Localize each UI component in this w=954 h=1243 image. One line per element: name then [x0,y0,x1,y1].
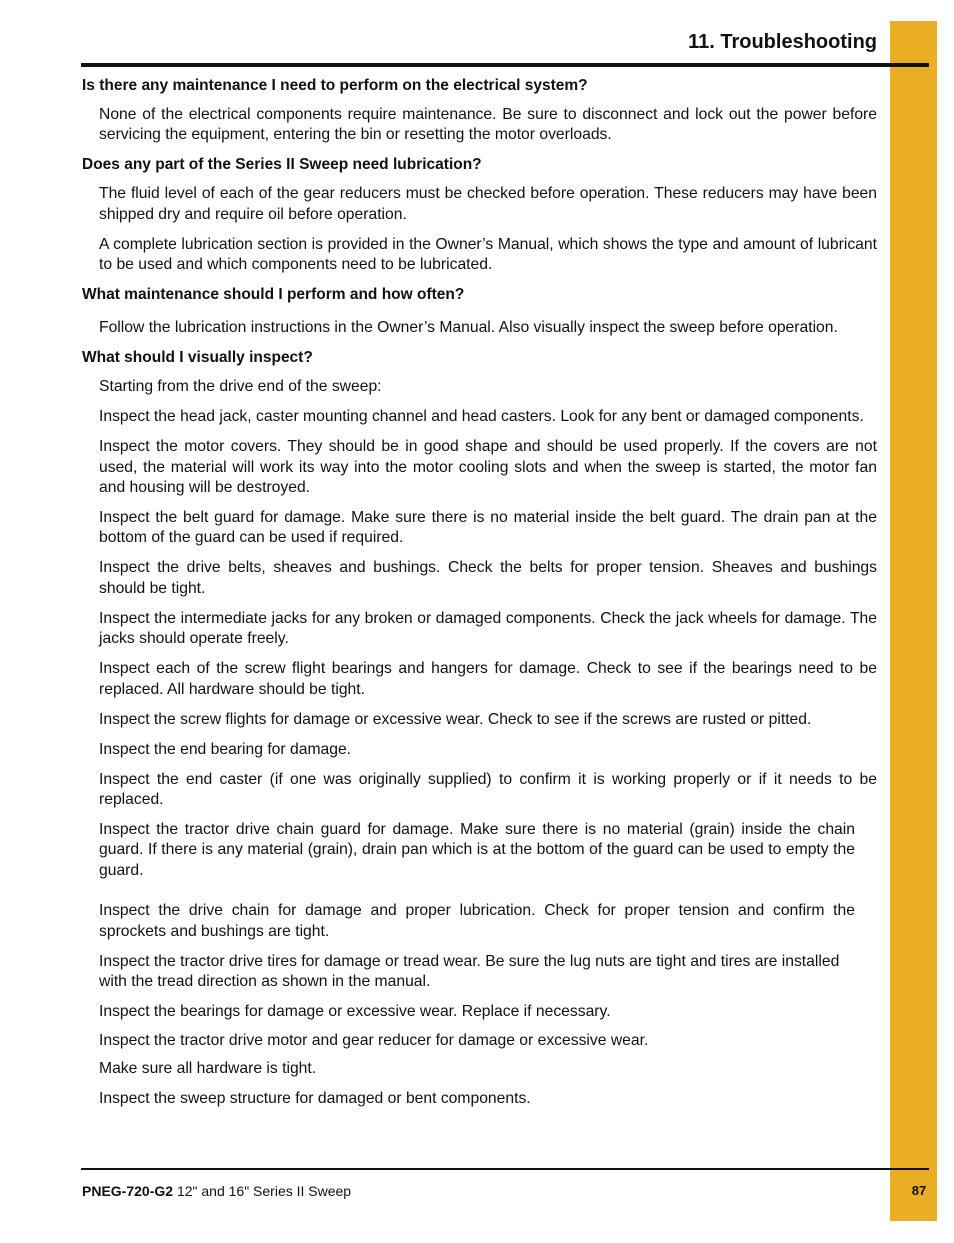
footer-doc-info [82,1183,351,1199]
page-number: 87 [911,1183,927,1198]
faq-answer: The fluid level of each of the gear reducers must be checked before operation. These reducers may have been shipped dry and require oil before operation. [99,185,877,223]
faq-answer: A complete lubrication section is provided in the Owner’s Manual, which shows the type and amount of lubricant to be used and which components need to be lubricated. [99,235,877,274]
faq-answer: Starting from the drive end of the sweep: [99,378,382,396]
faq-section [82,155,877,275]
faq-section [82,285,877,338]
footer-rule [81,1168,929,1170]
page-content [82,76,877,1119]
doc-code: PNEG-720-G2 [82,1183,174,1199]
faq-answer: Inspect the tractor drive tires for damage or tread wear. Be sure the lug nuts are tight and tires are installed with the tread direction as shown in the manual. [99,952,840,991]
faq-answer: Inspect the motor covers. They should be in good shape and should be used properly. If the covers are not used, the material will work its way into the motor cooling slots and when the sweep is started, the motor fan and housing will be destroyed. [99,438,877,497]
faq-answer: Inspect the intermediate jacks for any broken or damaged components. Check the jack wheels for damage. The jacks should operate freely. [99,609,877,648]
faq-answer: Inspect the sweep structure for damaged or bent components. [99,1089,531,1107]
doc-title: 12" and 16" Series II Sweep [176,1183,352,1199]
faq-answer: Make sure all hardware is tight. [99,1059,317,1077]
faq-answer: Inspect the end caster (if one was originally supplied) to confirm it is working properly or if it needs to be replaced. [99,770,877,809]
faq-answer: Inspect the head jack, caster mounting channel and head casters. Look for any bent or damaged components. [99,408,864,426]
faq-answer: Inspect the belt guard for damage. Make sure there is no material inside the belt guard. The drain pan at the bottom of the guard can be used if required. [99,509,877,547]
faq-answer: Inspect the bearings for damage or excessive wear. Replace if necessary. [99,1003,611,1021]
faq-question: What maintenance should I perform and how often? [82,286,465,304]
faq-answer: Inspect the screw flights for damage or excessive wear. Check to see if the screws are rusted or pitted. [99,710,812,728]
header-rule [81,63,929,67]
faq-answer: None of the electrical components require maintenance. Be sure to disconnect and lock out the power before servicing the equipment, entering the bin or resetting the motor overloads. [99,106,877,144]
faq-section [82,348,877,1109]
faq-answer: Follow the lubrication instructions in the Owner’s Manual. Also visually inspect the sweep before operation. [99,319,838,337]
faq-answer: Inspect the drive belts, sheaves and bushings. Check the belts for proper tension. Sheaves and bushings should be tight. [99,559,877,597]
faq-question: Is there any maintenance I need to perform on the electrical system? [82,77,588,94]
faq-answer: Inspect the tractor drive chain guard for damage. Make sure there is no material (grain) inside the chain guard. If there is any material (grain), drain pan which is at the bottom of the guard can be used to empty the guard. [99,821,855,879]
faq-question: Does any part of the Series II Sweep need lubrication? [82,156,482,174]
faq-answer: Inspect the end bearing for damage. [99,740,352,758]
faq-section [82,76,877,146]
faq-question: What should I visually inspect? [82,349,313,367]
faq-answer: Inspect the tractor drive motor and gear reducer for damage or excessive wear. [99,1031,649,1049]
section-title: 11. Troubleshooting [688,31,877,53]
faq-answer: Inspect each of the screw flight bearings and hangers for damage. Check to see if the bearings need to be replaced. All hardware should be tight. [99,660,877,698]
faq-answer: Inspect the drive chain for damage and proper lubrication. Check for proper tension and confirm the sprockets and bushings are tight. [99,902,855,940]
side-tab [890,21,937,1221]
